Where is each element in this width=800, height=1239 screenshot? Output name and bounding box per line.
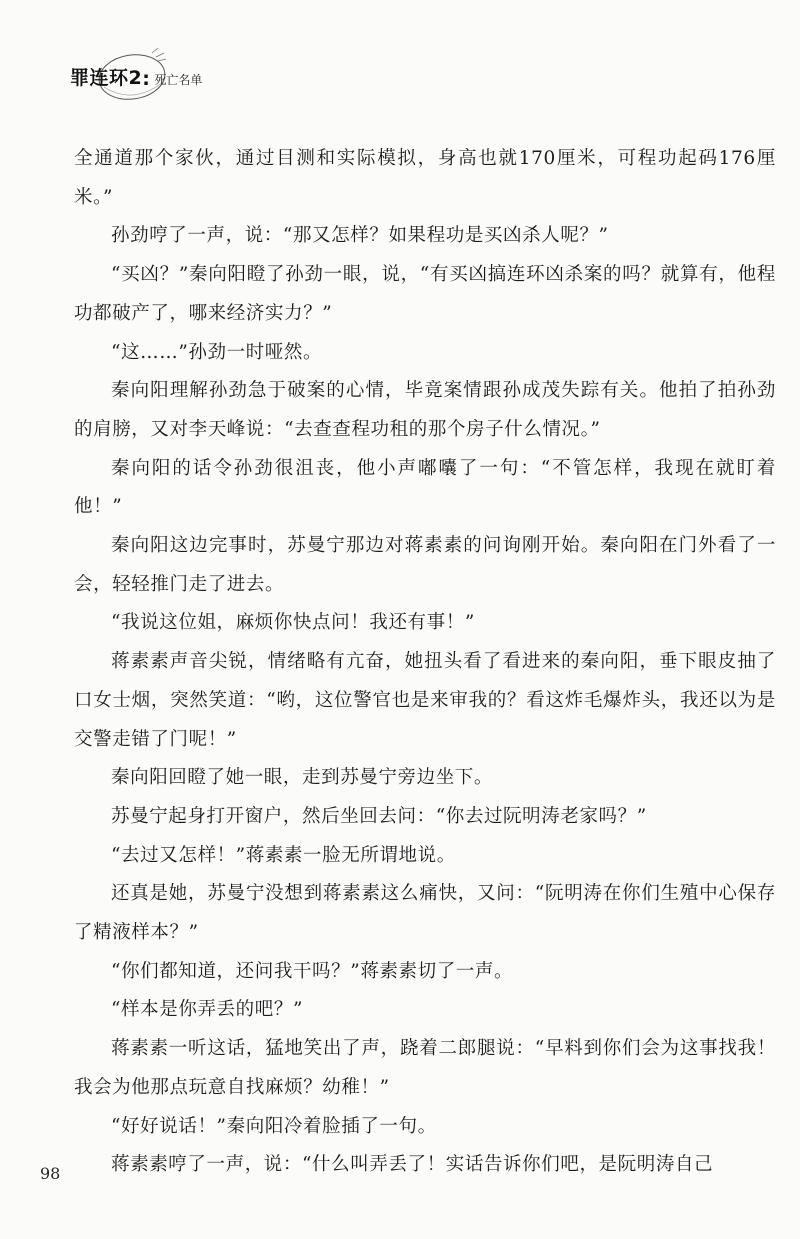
paragraph: “你们都知道，还问我干吗？”蒋素素切了一声。: [111, 960, 514, 982]
book-subtitle: 死亡名单: [154, 72, 203, 87]
paragraph: “我说这位姐，麻烦你快点问！我还有事！”: [111, 612, 475, 634]
paragraph: 蒋素素哼了一声，说：“什么叫弄丢了！实话告诉你们吧，是阮明涛自己: [111, 1154, 714, 1176]
paragraph: “去过又怎样！”蒋素素一脸无所谓地说。: [111, 844, 456, 866]
paragraph: 苏曼宁起身打开窗户，然后坐回去问：“你去过阮明涛老家吗？”: [111, 805, 647, 827]
paragraph: “好好说话！”秦向阳冷着脸插了一句。: [111, 1115, 437, 1137]
paragraph: “这……”孙劲一时哑然。: [111, 341, 323, 363]
series-logo: [70, 63, 202, 90]
paragraph: 蒋素素一听这话，猛地笑出了声，跷着二郎腿说：“早料到你们会为这事找我！我会为他那点玩意自找麻烦？幼稚！”: [74, 1038, 776, 1098]
paragraph: “样本是你弄丢的吧？”: [111, 999, 304, 1021]
paragraph: 秦向阳这边完事时，苏曼宁那边对蒋素素的问询刚开始。秦向阳在门外看了一会，轻轻推门走了进去。: [74, 535, 776, 595]
paragraph: 秦向阳理解孙劲急于破案的心情，毕竟案情跟孙成茂失踪有关。他拍了拍孙劲的肩膀，又对李天峰说：“去查查程功租的那个房子什么情况。”: [74, 380, 776, 440]
body-text: [74, 140, 776, 1185]
paragraph: 还真是她，苏曼宁没想到蒋素素这么痛快，又问：“阮明涛在你们生殖中心保存了精液样本？”: [74, 883, 776, 944]
series-title: 罪连环2: [70, 66, 143, 89]
paragraph: “买凶？”秦向阳瞪了孙劲一眼，说，“有买凶搞连环凶杀案的吗？就算有，他程功都破产了，哪来经济实力？”: [74, 264, 776, 324]
header-colon: :: [142, 67, 151, 90]
paragraph: 全通道那个家伙，通过目测和实际模拟，身高也就170厘米，可程功起码176厘米。”: [74, 148, 776, 208]
paragraph: 秦向阳的话令孙劲很沮丧，他小声嘟囔了一句：“不管怎样，我现在就盯着他！”: [74, 457, 776, 518]
paragraph: 秦向阳回瞪了她一眼，走到苏曼宁旁边坐下。: [111, 767, 494, 789]
paragraph: 孙劲哼了一声，说：“那又怎样？如果程功是买凶杀人呢？”: [111, 225, 609, 247]
paragraph: 蒋素素声音尖锐，情绪略有亢奋，她扭头看了看进来的秦向阳，垂下眼皮抽了口女士烟，突然笑道：“哟，这位警官也是来审我的？看这炸毛爆炸头，我还以为是交警走错了门呢！”: [74, 651, 776, 750]
running-header: [70, 52, 202, 100]
page-number: 98: [40, 1164, 61, 1183]
